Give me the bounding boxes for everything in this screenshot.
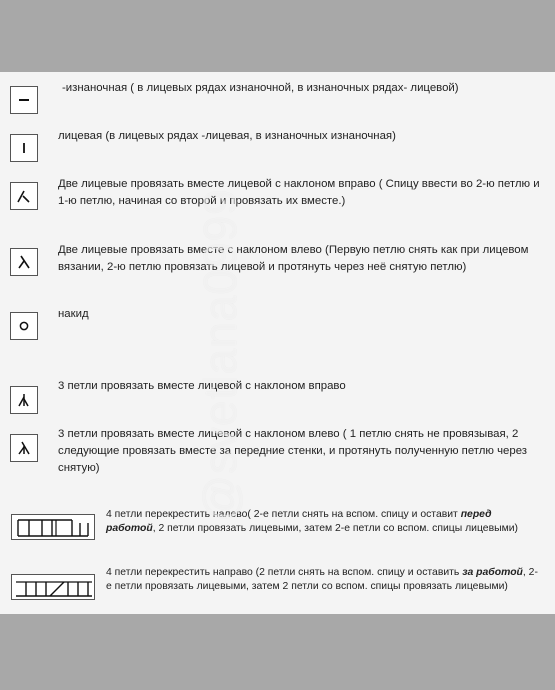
legend-text: Две лицевые провязать вместе с наклоном влево (Первую петлю снять как при лицевом вязании, 2-ю петлю провязать лицевой и протянуть через неё снятую петлю) [58,244,529,273]
k2tog-right-icon [10,182,38,210]
legend-text: 3 петли провязать вместе лицевой с наклоном влево ( 1 петлю снять не провязывая, 2 следующие провязать вместе за передние стенки, и протянуть полученную петлю через снятую) [58,428,528,474]
purl-dash-icon [10,86,38,114]
legend-text: лицевая (в лицевых рядах -лицевая, в изнаночных изнаночная) [58,130,396,142]
legend-text: 4 петли перекрестить направо (2 петли снять на вспом. спицу и оставить за работой, 2-е петли провязать лицевыми, затем 2 петли со вспом. спицы провязать лицевыми) [106,567,538,592]
k2tog-left-icon [10,248,38,276]
cable-left-icon [11,514,95,540]
watermark-text: @svetlana0999 [194,188,246,522]
legend-text: 4 петли перекрестить налево( 2-е петли снять на вспом. спицу и оставит перед работой, 2 петли провязать лицевыми, затем 2-е петли со вспом. спицы лицевыми) [106,509,518,534]
knit-bar-icon [10,134,38,162]
yarn-over-icon [10,312,38,340]
legend-text: накид [58,308,89,320]
legend-sheet [0,72,555,614]
k3tog-left-icon [10,434,38,462]
legend-text: Две лицевые провязать вместе лицевой с наклоном вправо ( Спицу ввести во 2-ю петлю и 1-ю петлю, начиная со второй и провязать их вместе.) [58,178,540,207]
cable-right-icon [11,574,95,600]
legend-text: -изнаночная ( в лицевых рядах изнаночной, в изнаночных рядах- лицевой) [62,82,459,94]
legend-text: 3 петли провязать вместе лицевой с наклоном вправо [58,380,346,392]
k3tog-right-icon [10,386,38,414]
